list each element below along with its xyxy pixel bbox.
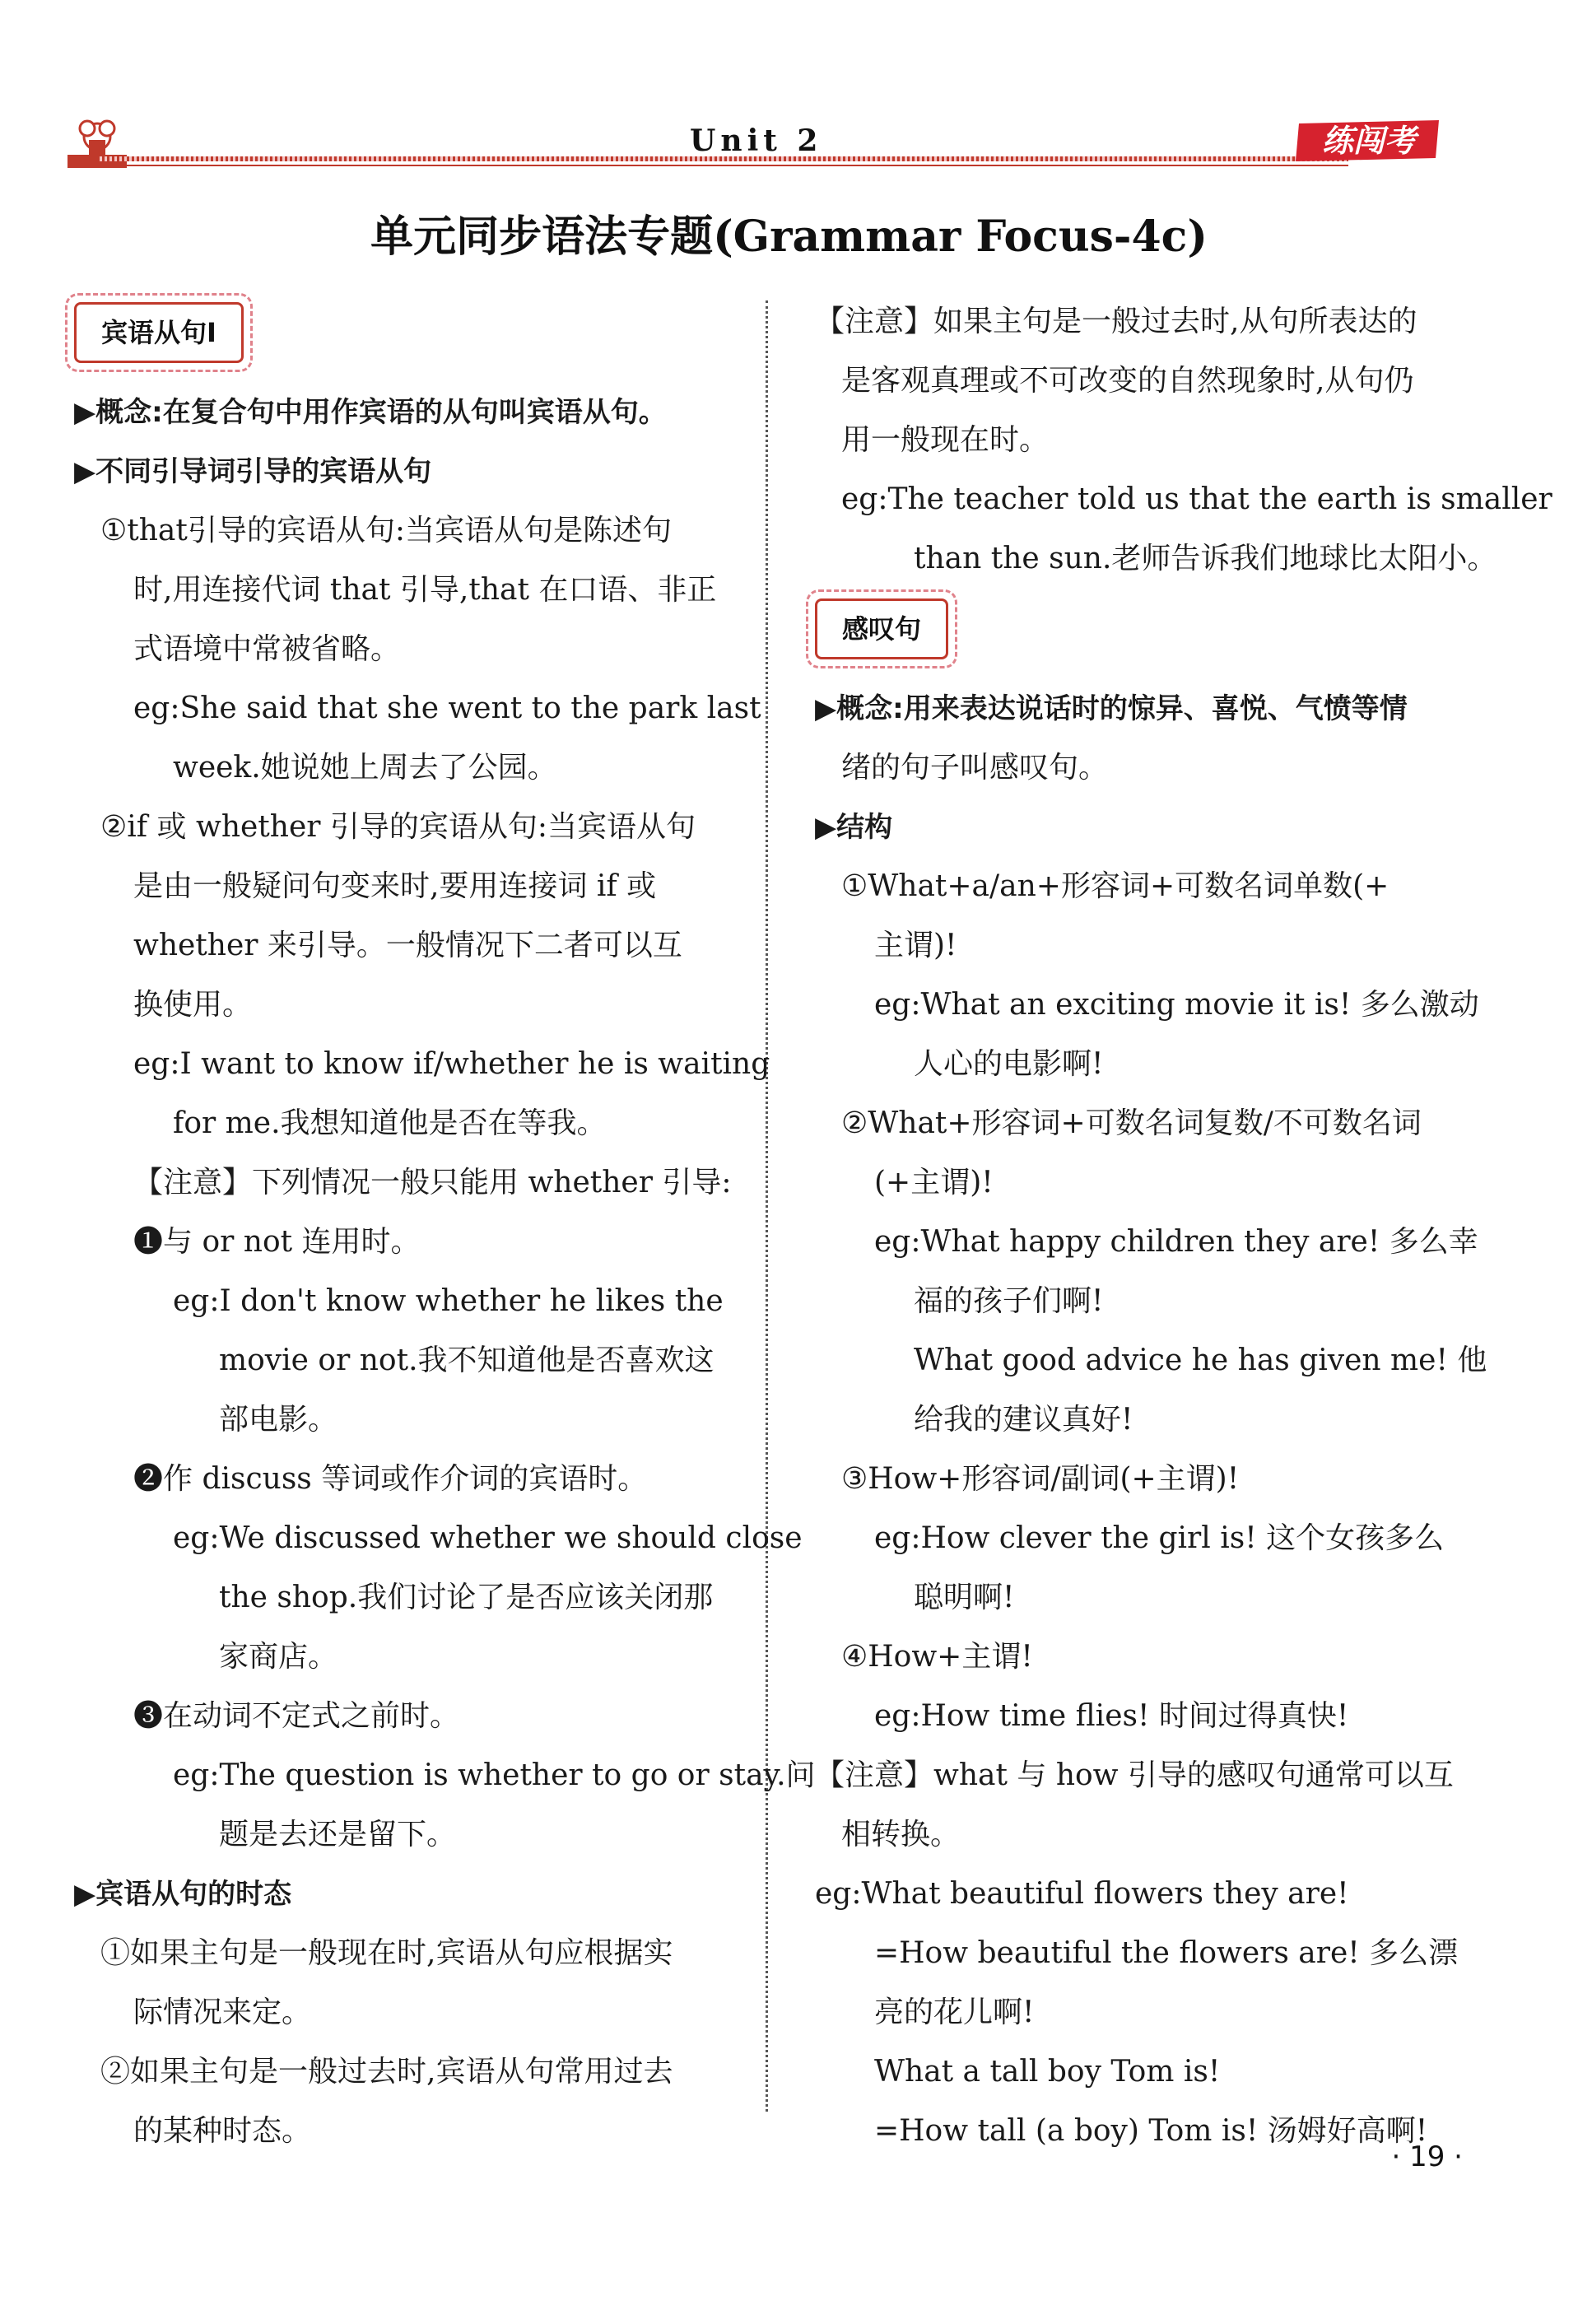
text-line: ❸在动词不定式之前时。 xyxy=(133,1699,460,1733)
example-line: 福的孩子们啊! xyxy=(914,1284,1104,1318)
example-line: =How beautiful the flowers are! 多么漂 xyxy=(874,1936,1459,1970)
example-line: =How tall (a boy) Tom is! 汤姆好高啊! xyxy=(874,2114,1428,2148)
example-line: for me.我想知道他是否在等我。 xyxy=(173,1106,607,1140)
text-line: 式语境中常被省略。 xyxy=(133,632,401,666)
page-title: 单元同步语法专题(Grammar Focus-4c) xyxy=(370,212,1208,262)
text-line: 时,用连接代词 that 引导,that 在口语、非正 xyxy=(133,573,717,607)
column-divider xyxy=(766,300,768,2112)
text-line: ▶不同引导词引导的宾语从句 xyxy=(74,455,432,488)
text-line: ①如果主句是一般现在时,宾语从句应根据实 xyxy=(100,1936,673,1970)
text-line: 换使用。 xyxy=(133,988,253,1022)
text-line: ▶概念:用来表达说话时的惊异、喜悦、气愤等情 xyxy=(815,692,1408,725)
text-line: ①that引导的宾语从句:当宾语从句是陈述句 xyxy=(100,514,672,547)
example-line: 题是去还是留下。 xyxy=(219,1818,457,1851)
brand-text: 练闯考 xyxy=(1321,123,1417,159)
text-line: 是由一般疑问句变来时,要用连接词 if 或 xyxy=(133,869,657,903)
example-line: eg:How clever the girl is! 这个女孩多么 xyxy=(874,1521,1445,1555)
example-line: 部电影。 xyxy=(219,1403,338,1437)
text-line: 际情况来定。 xyxy=(133,1996,312,2029)
note-line: 【注意】下列情况一般只能用 whether 引导: xyxy=(133,1166,732,1199)
text-line: ▶结构 xyxy=(815,811,893,844)
example-line: eg:The teacher told us that the earth is smaller xyxy=(841,482,1552,516)
example-line: 给我的建议真好! xyxy=(914,1403,1133,1437)
text-line: ▶宾语从句的时态 xyxy=(74,1878,292,1911)
right-column xyxy=(815,292,1552,2161)
example-line: What a tall boy Tom is! xyxy=(874,2055,1221,2089)
text-line: 绪的句子叫感叹句。 xyxy=(841,751,1109,785)
text-line: 用一般现在时。 xyxy=(841,423,1050,457)
text-line: ②if 或 whether 引导的宾语从句:当宾语从句 xyxy=(100,810,696,844)
example-line: 家商店。 xyxy=(219,1640,338,1674)
note-line: 【注意】如果主句是一般过去时,从句所表达的 xyxy=(815,305,1417,338)
text-line: ❶与 or not 连用时。 xyxy=(133,1225,421,1259)
text-line: whether 来引导。一般情况下二者可以互 xyxy=(133,929,682,962)
text-line: ③How+形容词/副词(+主谓)! xyxy=(841,1462,1240,1496)
example-line: 亮的花儿啊! xyxy=(874,1996,1035,2029)
text-line: ②如果主句是一般过去时,宾语从句常用过去 xyxy=(100,2055,673,2089)
example-line: than the sun.老师告诉我们地球比太阳小。 xyxy=(914,542,1497,575)
note-line: 【注意】what 与 how 引导的感叹句通常可以互 xyxy=(815,1758,1454,1792)
example-line: 人心的电影啊! xyxy=(914,1047,1104,1081)
example-line: eg:What happy children they are! 多么幸 xyxy=(874,1225,1478,1259)
example-line: eg:The question is whether to go or stay.问 xyxy=(173,1758,816,1792)
brand-logo xyxy=(1291,115,1447,166)
example-line: the shop.我们讨论了是否应该关闭那 xyxy=(219,1581,714,1614)
example-line: eg:We discussed whether we should close xyxy=(173,1521,803,1555)
section-badge-row xyxy=(74,292,749,383)
text-line: 的某种时态。 xyxy=(133,2114,312,2148)
example-line: What good advice he has given me! 他 xyxy=(914,1344,1487,1377)
text-line: ①What+a/an+形容词+可数名词单数(+ xyxy=(841,869,1389,903)
example-line: eg:How time flies! 时间过得真快! xyxy=(874,1699,1349,1733)
example-line: eg:I want to know if/whether he is waiting xyxy=(133,1047,770,1081)
section-badge-exclamatory: 感叹句 xyxy=(815,598,948,659)
example-line: eg:She said that she went to the park last xyxy=(133,692,761,725)
text-line: (+主谓)! xyxy=(874,1166,994,1199)
text-line: ②What+形容词+可数名词复数/不可数名词 xyxy=(841,1106,1422,1140)
example-line: movie or not.我不知道他是否喜欢这 xyxy=(219,1344,715,1377)
text-line: ④How+主谓! xyxy=(841,1640,1033,1674)
text-line: 相转换。 xyxy=(841,1818,961,1851)
example-line: 聪明啊! xyxy=(914,1581,1015,1614)
header-rule-thin xyxy=(97,165,1348,166)
text-line: 主谓)! xyxy=(874,929,957,962)
example-line: eg:What an exciting movie it is! 多么激动 xyxy=(874,988,1479,1022)
example-line: week.她说她上周去了公园。 xyxy=(173,751,557,785)
unit-title: Unit 2 xyxy=(690,123,823,158)
example-line: eg:What beautiful flowers they are! xyxy=(815,1877,1349,1911)
chef-logo-icon xyxy=(64,115,130,171)
text-line: ▶概念:在复合句中用作宾语的从句叫宾语从句。 xyxy=(74,396,667,429)
page-header xyxy=(64,115,1447,173)
section-badge-row xyxy=(815,589,1457,679)
left-column xyxy=(74,292,816,2161)
section-badge-object-clause: 宾语从句Ⅰ xyxy=(74,302,244,363)
page-number: · 19 · xyxy=(1391,2140,1463,2173)
text-line: ❷作 discuss 等词或作介词的宾语时。 xyxy=(133,1462,648,1496)
text-line: 是客观真理或不可改变的自然现象时,从句仍 xyxy=(841,364,1414,398)
example-line: eg:I don't know whether he likes the xyxy=(173,1284,724,1318)
